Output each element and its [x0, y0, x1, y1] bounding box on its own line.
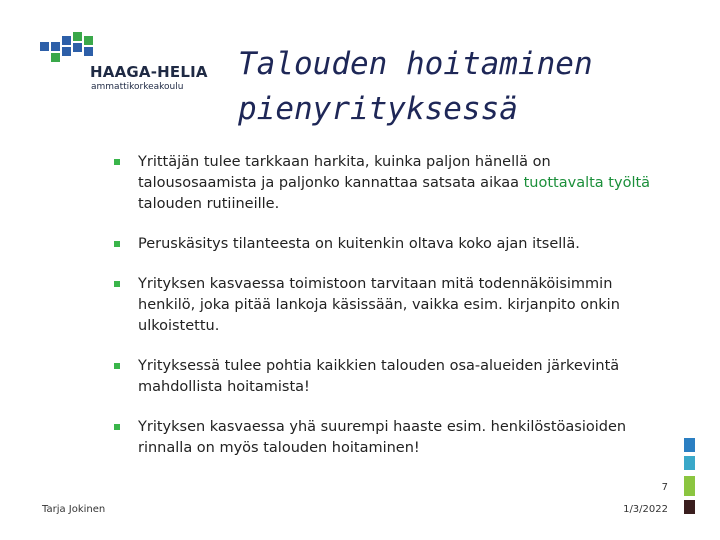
square-bullet-icon: [114, 159, 120, 165]
bullet-list: [112, 152, 667, 459]
bullet-text: Yrityksen kasvaessa toimistoon tarvitaan mitä todennäköisimmin henkilö, joka pitää lankoja käsissään, vaikka esim. kirjanpito onkin ulkoistettu.: [138, 276, 620, 334]
square-bullet-icon: [114, 281, 120, 287]
square-bullet-icon: [114, 241, 120, 247]
bullet-item: [112, 417, 667, 459]
bullet-text: talouden rutiineille.: [138, 196, 280, 212]
slide-title-line-2: pienyrityksessä: [238, 91, 518, 127]
bullet-item: [112, 274, 667, 337]
slide-date: 1/3/2022: [623, 504, 668, 515]
bullet-text: Yrityksen kasvaessa yhä suurempi haaste esim. henkilöstöasioiden rinnalla on myös talouden hoitaminen!: [138, 419, 627, 456]
bullet-highlight: tuottavalta työltä: [523, 175, 651, 191]
logo-name: HAAGA-HELIA: [90, 63, 208, 81]
square-bullet-icon: [114, 363, 120, 369]
deco-block-teal: [684, 456, 695, 470]
deco-block-brown: [684, 500, 695, 514]
bullet-text: Yrittäjän tulee tarkkaan harkita, kuinka paljon hänellä on talousosaamista ja paljonko kannattaa satsata aikaa: [138, 154, 551, 191]
bullet-item: [112, 234, 667, 255]
decorative-color-blocks: [684, 438, 696, 518]
square-bullet-icon: [114, 424, 120, 430]
bullet-item: [112, 152, 667, 215]
logo-subtitle: ammattikorkeakoulu: [91, 82, 184, 92]
slide-title-line-1: Talouden hoitaminen: [238, 46, 593, 82]
logo-mark-icon: [40, 32, 100, 64]
slide-title: [238, 42, 593, 132]
bullet-item: [112, 356, 667, 398]
author-name: Tarja Jokinen: [42, 504, 106, 515]
page-number: 7: [661, 482, 668, 493]
deco-block-blue: [684, 438, 695, 452]
haaga-helia-logo: [40, 32, 210, 102]
bullet-text: Yrityksessä tulee pohtia kaikkien talouden osa-alueiden järkevintä mahdollista hoitamista!: [138, 358, 620, 395]
bullet-text: Peruskäsitys tilanteesta on kuitenkin oltava koko ajan itsellä.: [138, 236, 580, 252]
deco-block-lime: [684, 476, 695, 496]
